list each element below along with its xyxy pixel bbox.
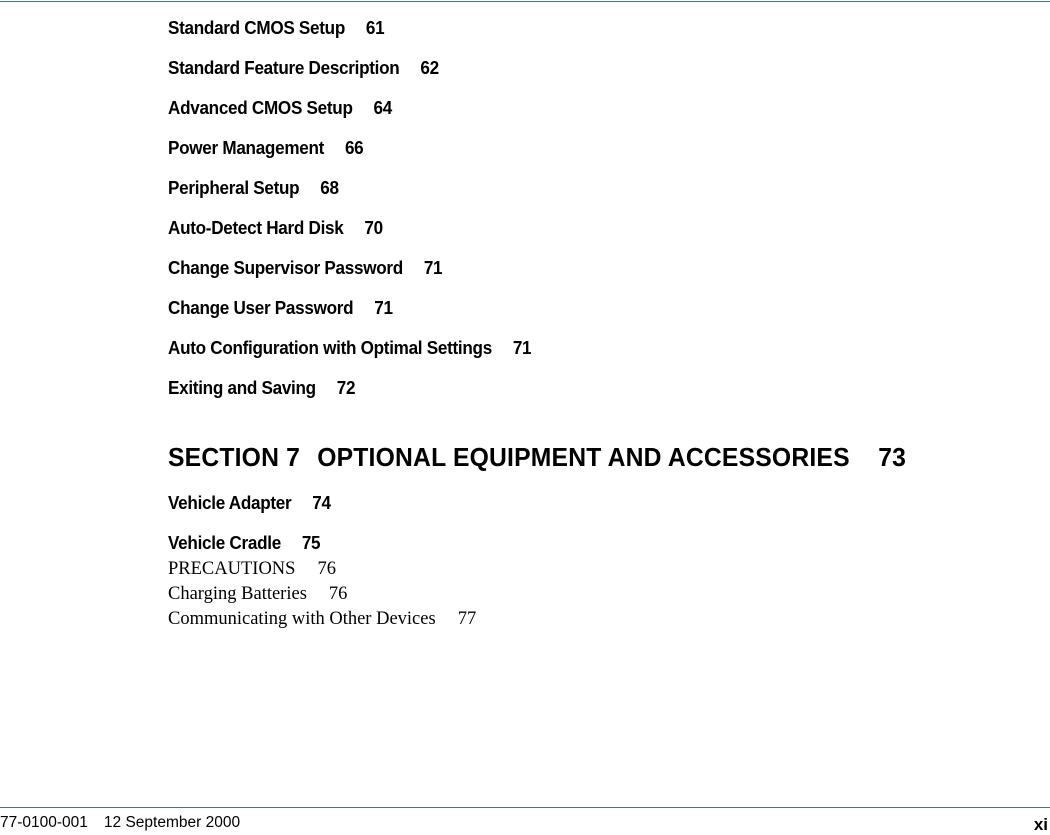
toc-entry-standard-cmos-setup[interactable] [168, 17, 384, 39]
toc-entry-title: Change Supervisor Password [168, 258, 403, 278]
toc-entry-page: 62 [420, 58, 439, 78]
toc-entry-exiting-and-saving[interactable] [168, 377, 355, 399]
toc-entry-title: Peripheral Setup [168, 178, 300, 198]
toc-subentry-page: 76 [328, 584, 348, 604]
toc-entry-auto-detect-hard-disk[interactable] [168, 217, 383, 239]
toc-entry-page: 71 [423, 258, 443, 278]
toc-entry-title: Standard Feature Description [168, 58, 400, 78]
toc-entry-change-user-password[interactable] [168, 297, 393, 319]
section-title: OPTIONAL EQUIPMENT AND ACCESSORIES [317, 442, 850, 472]
toc-entry-page: 61 [365, 18, 385, 38]
toc-entry-vehicle-cradle[interactable] [168, 532, 320, 554]
section-page: 73 [878, 442, 907, 472]
toc-entry-title: Vehicle Adapter [168, 493, 292, 513]
toc-subentry-title: Charging Batteries [168, 584, 307, 604]
toc-entry-standard-feature-description[interactable] [168, 57, 439, 79]
toc-entry-page: 75 [301, 533, 321, 553]
toc-entry-title: Vehicle Cradle [168, 533, 281, 553]
section-heading[interactable] [168, 441, 906, 473]
top-rule [0, 1, 1050, 2]
toc-entry-page: 71 [374, 298, 393, 318]
toc-entry-title: Auto Configuration with Optimal Settings [168, 338, 492, 358]
toc-subentry-charging-batteries[interactable] [168, 583, 347, 605]
toc-entry-page: 70 [364, 218, 383, 238]
toc-entry-change-supervisor-password[interactable] [168, 257, 442, 279]
toc-subentry-precautions[interactable] [168, 558, 336, 580]
footer-rule [0, 807, 1050, 808]
footer-doc-number: 77-0100-001 [0, 814, 88, 831]
toc-subentry-communicating[interactable] [168, 608, 476, 630]
toc-entry-auto-configuration[interactable] [168, 337, 531, 359]
toc-subentry-title: PRECAUTIONS [168, 559, 296, 579]
toc-entry-page: 74 [312, 493, 331, 513]
toc-subentry-page: 76 [317, 559, 336, 579]
toc-entry-title: Change User Password [168, 298, 354, 318]
toc-entry-page: 66 [344, 138, 364, 158]
toc-entry-power-management[interactable] [168, 137, 363, 159]
section-number: SECTION 7 [168, 442, 301, 472]
toc-subentry-page: 77 [457, 609, 477, 629]
toc-entry-title: Power Management [168, 138, 325, 158]
toc-entry-title: Advanced CMOS Setup [168, 98, 353, 118]
toc-entry-peripheral-setup[interactable] [168, 177, 339, 199]
toc-entry-vehicle-adapter[interactable] [168, 492, 331, 514]
toc-entry-title: Exiting and Saving [168, 378, 316, 398]
toc-entry-page: 72 [336, 378, 356, 398]
footer-doc-info [0, 814, 240, 832]
toc-entry-page: 64 [373, 98, 392, 118]
toc-entry-advanced-cmos-setup[interactable] [168, 97, 392, 119]
toc-subentry-title: Communicating with Other Devices [168, 609, 436, 629]
toc-entry-page: 71 [512, 338, 532, 358]
footer-date: 12 September 2000 [103, 814, 241, 831]
toc-entry-page: 68 [320, 178, 339, 198]
toc-entry-title: Auto-Detect Hard Disk [168, 218, 344, 238]
toc-entry-title: Standard CMOS Setup [168, 18, 346, 38]
footer-page-number: xi [1033, 815, 1048, 834]
